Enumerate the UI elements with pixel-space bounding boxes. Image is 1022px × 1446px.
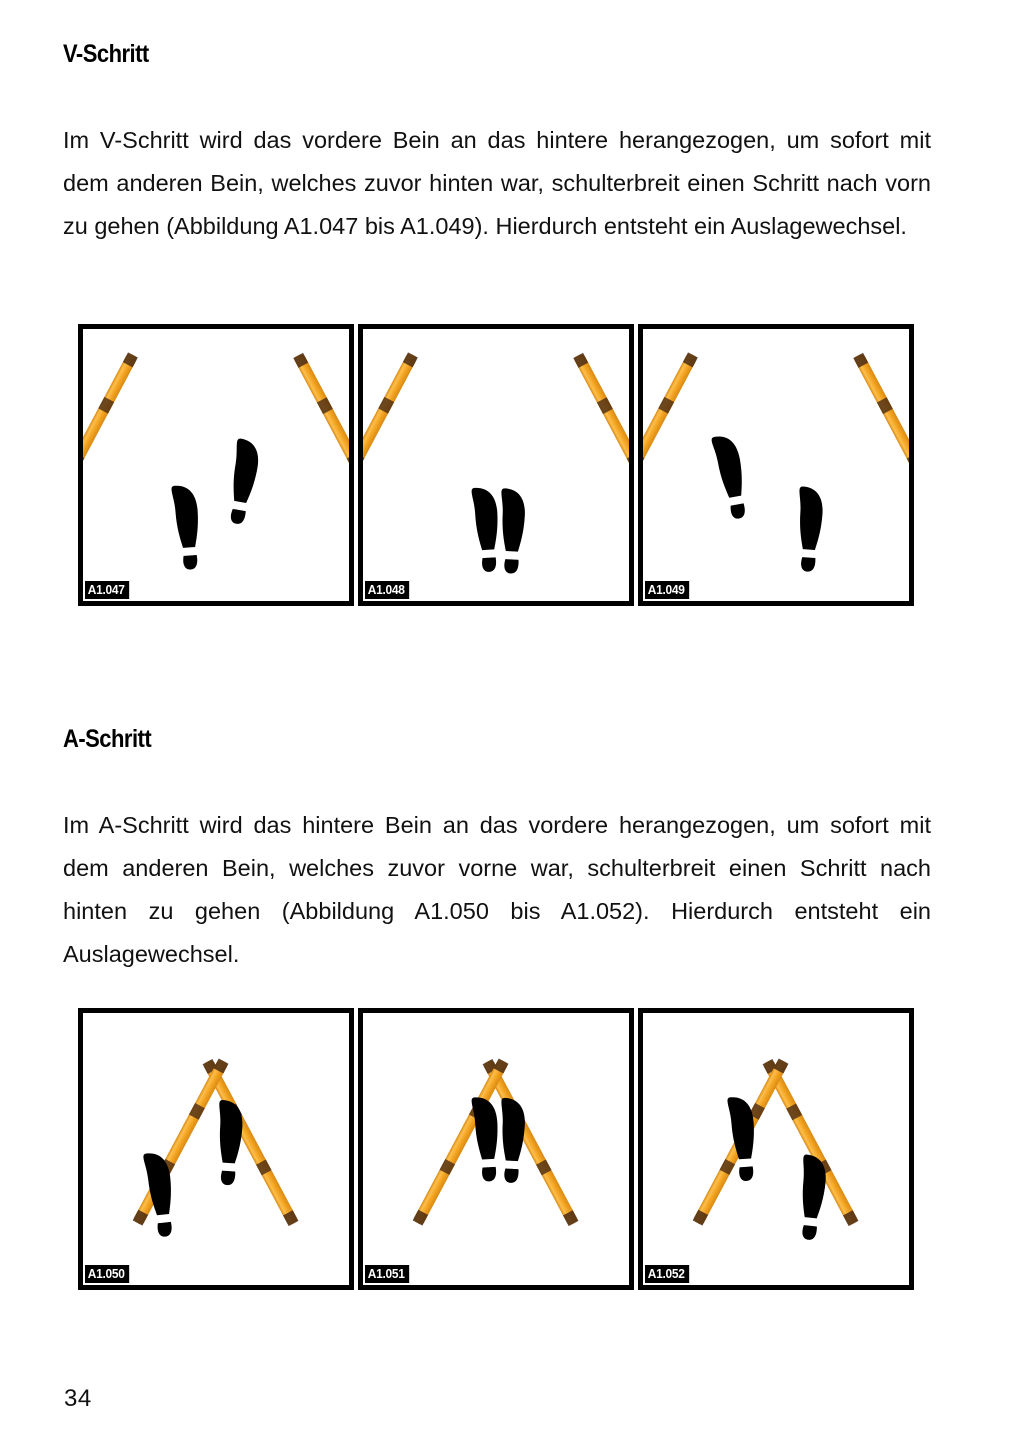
figure-illustration-a-open-right (643, 1013, 909, 1285)
figure-caption-a1-049: A1.049 (645, 581, 689, 599)
stick-right-icon (853, 353, 909, 520)
figure-caption-a1-047: A1.047 (85, 581, 129, 599)
figure-caption-a1-050: A1.050 (85, 1265, 129, 1283)
footprint-front-icon (214, 1100, 244, 1186)
stick-right-icon (133, 1059, 229, 1226)
figure-illustration-a-feet-together (363, 1013, 629, 1285)
figure-illustration-v-open-right (643, 329, 909, 601)
figure-illustration-v-feet-together (363, 329, 629, 601)
figure-strip-v-schritt (78, 324, 914, 606)
footprint-front-icon (794, 486, 824, 572)
figure-illustration-a-open-left (83, 1013, 349, 1285)
stick-left-icon (83, 352, 138, 519)
footprint-front-icon (171, 484, 201, 570)
footprint-right-icon (497, 488, 526, 574)
stick-right-icon (293, 353, 349, 520)
page-title-a-schritt: A-Schritt (63, 725, 152, 753)
page-title-v-schritt: V-Schritt (63, 40, 149, 68)
figure-caption-a1-051: A1.051 (365, 1265, 409, 1283)
figure-caption-a1-048: A1.048 (365, 581, 409, 599)
paragraph-a-schritt: Im A-Schritt wird das hintere Bein an das vordere herangezogen, um sofort mit dem anderen Bein, welches zuvor vorne war, schulterbreit einen Schritt nach hinten zu gehen (Abbildung A1.050 bis A1.052). Hierdurch entsteht ein Auslagewechsel. (63, 812, 931, 967)
page-number: 34 (64, 1385, 92, 1412)
figure-panel-a1-047 (78, 324, 354, 606)
figure-illustration-v-open-left (83, 329, 349, 601)
figure-caption-a1-052: A1.052 (645, 1265, 689, 1283)
figure-strip-a-schritt (78, 1008, 914, 1290)
footprint-left-icon (471, 1096, 500, 1182)
stick-right-icon (573, 353, 629, 520)
figure-panel-a1-051 (358, 1008, 634, 1290)
figure-panel-a1-048 (358, 324, 634, 606)
stick-left-icon (363, 352, 418, 519)
footprint-rear-icon (795, 1154, 828, 1241)
footprint-rear-icon (223, 438, 262, 526)
figure-panel-a1-050 (78, 1008, 354, 1290)
footprint-left-icon (471, 487, 500, 573)
paragraph-v-schritt: Im V-Schritt wird das vordere Bein an das hintere herangezogen, um sofort mit dem anderen Bein, welches zuvor hinten war, schulterbreit einen Schritt nach vorn zu gehen (Abbildung A1.047 bis A1.049). Hierdurch entsteht ein Auslagewechsel. (63, 127, 931, 239)
stick-left-icon (643, 352, 698, 519)
figure-panel-a1-049 (638, 324, 914, 606)
footprint-rear-icon (711, 433, 750, 521)
figure-panel-a1-052 (638, 1008, 914, 1290)
footprint-right-icon (497, 1098, 526, 1184)
